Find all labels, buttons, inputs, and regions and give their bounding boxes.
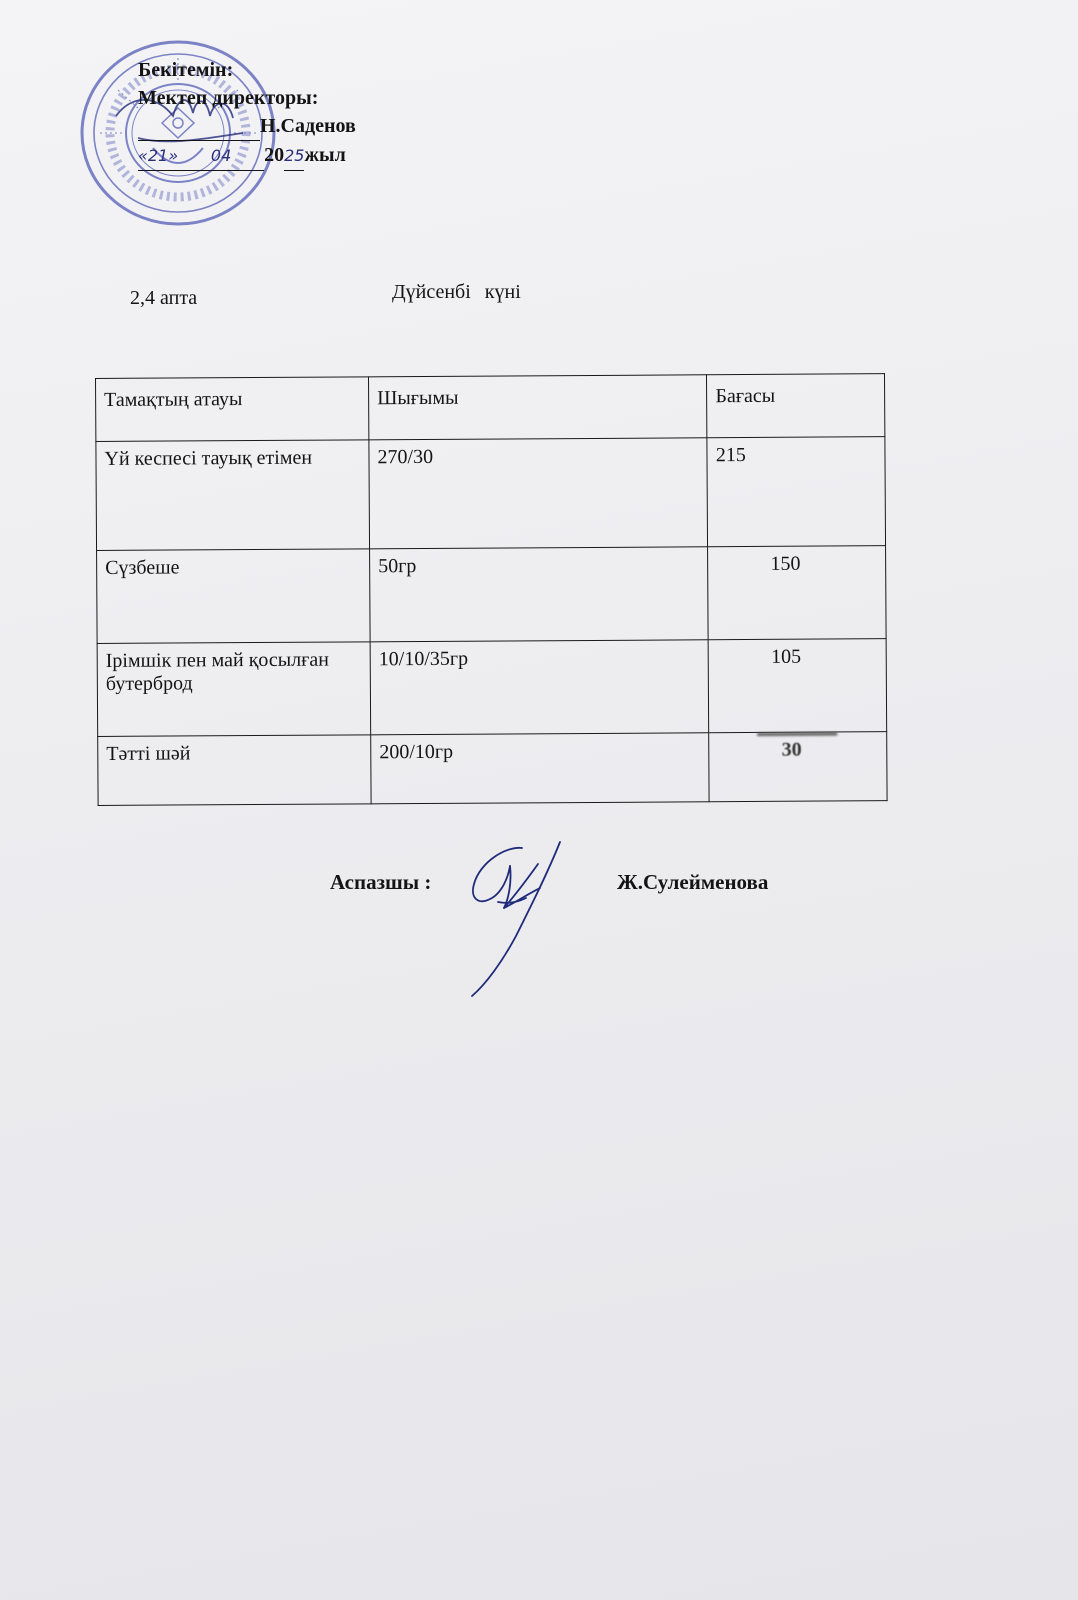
dish-price: 215 bbox=[707, 437, 885, 547]
dish-price: 105 bbox=[708, 639, 886, 733]
director-line bbox=[138, 112, 356, 141]
table-row bbox=[98, 732, 887, 806]
week-label: 2,4 апта bbox=[130, 287, 198, 309]
cook-name: Ж.Сулейменова bbox=[617, 870, 769, 894]
dish-name: Үй кеспесі тауық етімен bbox=[96, 440, 370, 551]
header-yield: Шығымы bbox=[369, 375, 708, 440]
dish-yield: 50гр bbox=[370, 547, 709, 642]
director-signature-blank bbox=[138, 112, 260, 141]
dish-yield: 200/10гр bbox=[371, 733, 710, 804]
dish-name: Тәтті шәй bbox=[98, 735, 371, 806]
day-word: күні bbox=[484, 281, 521, 303]
table-header-row bbox=[96, 374, 885, 442]
approval-position: Мектеп директоры: bbox=[138, 87, 319, 109]
director-name: Н.Саденов bbox=[260, 115, 356, 137]
dish-price: 150 bbox=[708, 546, 886, 640]
approval-heading: Бекітемін: bbox=[138, 59, 234, 81]
table-row bbox=[97, 639, 887, 737]
dish-name: Сүзбеше bbox=[97, 549, 371, 644]
day-label bbox=[392, 281, 535, 304]
approval-date bbox=[138, 141, 356, 171]
dish-yield: 270/30 bbox=[369, 438, 708, 549]
date-suffix: жыл bbox=[304, 144, 346, 166]
dish-price: 30 bbox=[709, 732, 887, 802]
menu-table bbox=[95, 373, 888, 806]
date-year-suffix: 25 bbox=[284, 141, 304, 171]
approval-block bbox=[138, 56, 356, 171]
handwritten-signature-icon bbox=[458, 838, 578, 998]
day-name: Дүйсенбі bbox=[392, 281, 471, 303]
date-month: 04 bbox=[178, 141, 264, 171]
table-row bbox=[96, 437, 886, 551]
header-dish-name: Тамақтың атауы bbox=[96, 377, 369, 442]
date-day: «21» bbox=[138, 141, 178, 171]
table-row bbox=[97, 546, 887, 644]
date-year-prefix: 20 bbox=[264, 144, 285, 166]
header-price: Бағасы bbox=[707, 374, 885, 438]
dish-name: Ірімшік пен май қосылған бутерброд bbox=[97, 642, 371, 737]
cook-label: Аспазшы : bbox=[330, 870, 432, 894]
dish-yield: 10/10/35гр bbox=[370, 640, 709, 735]
